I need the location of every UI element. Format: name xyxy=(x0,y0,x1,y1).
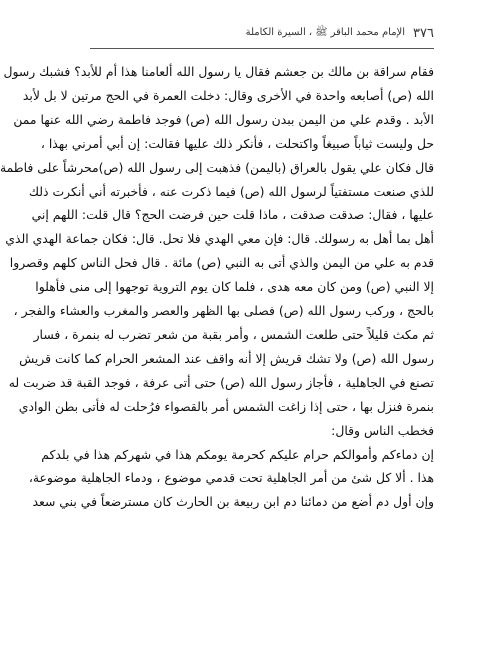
text-line: إلا النبي (ص) ومن كان معه هدى ، فلما كان يوم التروية توجهوا إلى منى فأهلوا xyxy=(35,279,434,295)
text-line: حل وليست ثياباً صبيغاً واكتحلت ، فأنكر ذلك عليها فقالت: إن أبي أمرني بهذا ، xyxy=(40,135,434,151)
text-line: قال فكان علي يقول بالعراق (باليمن) فذهبت إلى رسول الله (ص)محرشاً على فاطمة xyxy=(0,159,434,175)
text-line: ثم مكث قليلاً حتى طلعت الشمس ، وأمر بقبة من شعر تضرب له بنمرة ، فسار xyxy=(33,326,434,342)
running-head: الإمام محمد الباقر ﷺ ، السيرة الكاملة xyxy=(245,27,406,38)
header-rule xyxy=(90,48,434,49)
text-line: رسول الله (ص) ولا تشك قريش إلا أنه واقف عند المشعر الحرام كما كانت قريش xyxy=(19,350,434,366)
page-number: ٣٧٦ xyxy=(413,25,434,41)
text-line: بالحج ، وركب رسول الله (ص) فصلى بها الظهر والعصر والمغرب والعشاء والفجر ، xyxy=(13,303,434,319)
text-line: فخطب الناس وقال: xyxy=(331,422,434,438)
page-header xyxy=(90,22,434,44)
body-text xyxy=(0,60,434,514)
text-line: هذا . ألا كل شئ من أمر الجاهلية تحت قدمي موضوع ، ودماء الجاهلية موضوعة، xyxy=(28,470,434,486)
text-line: وإن أول دم أضع من دمائنا دم ابن ربيعة بن الحارث كان مسترضعاً في بني سعد xyxy=(32,494,434,510)
text-line: فقام سراقة بن مالك بن جعشم فقال يا رسول الله ألعامنا هذا أم للأبد؟ فشبك رسول xyxy=(3,64,434,79)
text-line: الأبد . وقدم علي من اليمن ببدن رسول الله (ص) فوجد فاطمة رضي الله عنها ممن xyxy=(13,111,434,127)
text-line: الله (ص) أصابعه واحدة في الأخرى وقال: دخلت العمرة في الحج مرتين لا بل لأبد xyxy=(22,87,434,103)
text-line: تصنع في الجاهلية ، فأجاز رسول الله (ص) حتى أتى عرفة ، فوجد القبة قد ضربت له xyxy=(8,374,434,390)
text-line: عليها ، فقال: صدقت صدقت ، ماذا قلت حين فرضت الحج؟ قال قلت: اللهم إني xyxy=(31,207,434,223)
text-line: قدم به علي من اليمن والذي أتى به النبي (ص) مائة . قال فحل الناس كلهم وقصروا xyxy=(9,255,434,271)
text-line: بنمرة فنزل بها ، حتى إذا زاغت الشمس أمر بالقصواء فرُحلت له فأتى بطن الوادي xyxy=(18,398,434,414)
text-line: أهل بما أهل به رسولك. قال: فإن معي الهدي فلا تحل. قال: فكان جماعة الهدي الذي xyxy=(5,231,434,247)
text-line: إن دماءكم وأموالكم حرام عليكم كحرمة يومكم هذا في شهركم هذا في بلدكم xyxy=(41,446,434,462)
text-line: للذي صنعت مستفتياً لرسول الله (ص) فيما ذكرت عنه ، فأخبرته أني أنكرت ذلك xyxy=(28,183,434,199)
